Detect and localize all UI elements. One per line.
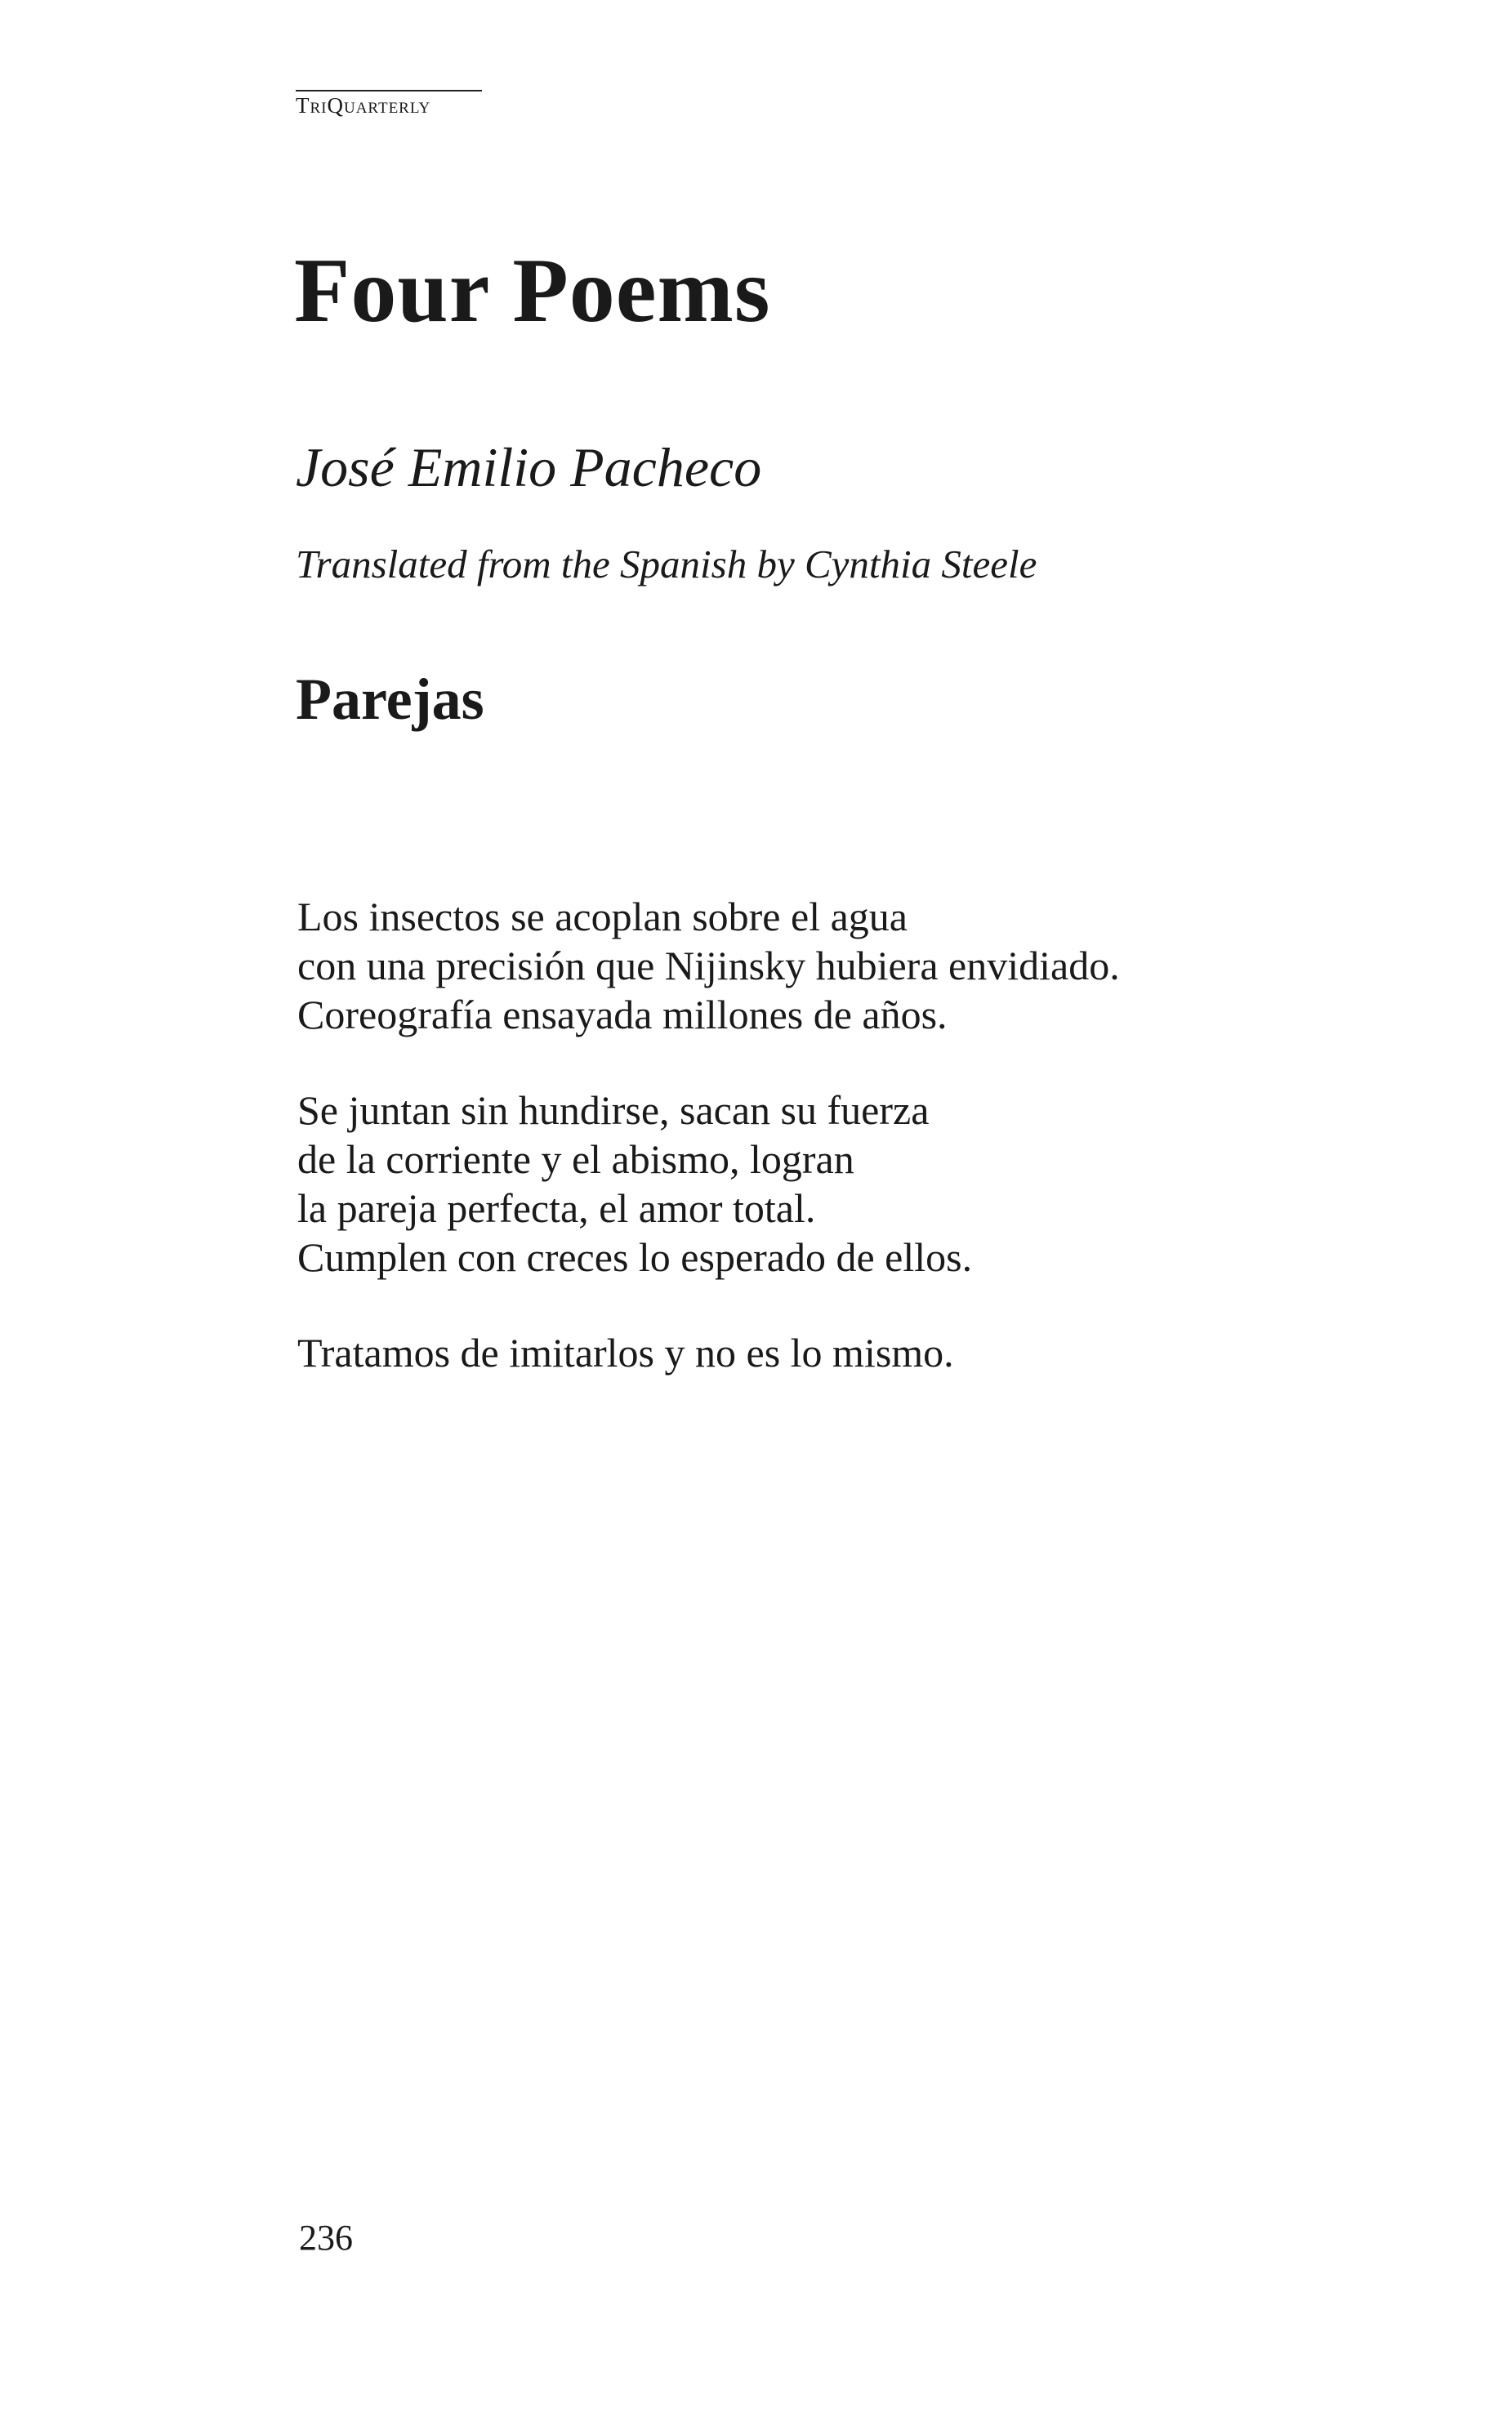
running-head: TriQuarterly bbox=[296, 90, 482, 117]
poem-line: Los insectos se acoplan sobre el agua bbox=[297, 894, 908, 939]
poem-body bbox=[297, 892, 1359, 1424]
poem-line: Coreografía ensayada millones de años. bbox=[297, 992, 948, 1037]
page-title: Four Poems bbox=[294, 240, 771, 341]
page-number: 236 bbox=[299, 2218, 353, 2258]
stanza bbox=[297, 1328, 1359, 1377]
poem-line: de la corriente y el abismo, logran bbox=[297, 1136, 854, 1182]
author-name: José Emilio Pacheco bbox=[296, 436, 762, 498]
poem-line: con una precisión que Nijinsky hubiera envidiado. bbox=[297, 943, 1120, 988]
stanza bbox=[297, 1086, 1359, 1282]
poem-title: Parejas bbox=[296, 667, 484, 732]
poem-line: Se juntan sin hundirse, sacan su fuerza bbox=[297, 1087, 930, 1133]
translator-note: Translated from the Spanish by Cynthia Steele bbox=[296, 542, 1037, 586]
poem-line: Cumplen con creces lo esperado de ellos. bbox=[297, 1234, 973, 1280]
stanza bbox=[297, 892, 1359, 1039]
poem-line: Tratamos de imitarlos y no es lo mismo. bbox=[297, 1330, 954, 1376]
poem-line: la pareja perfecta, el amor total. bbox=[297, 1185, 816, 1231]
